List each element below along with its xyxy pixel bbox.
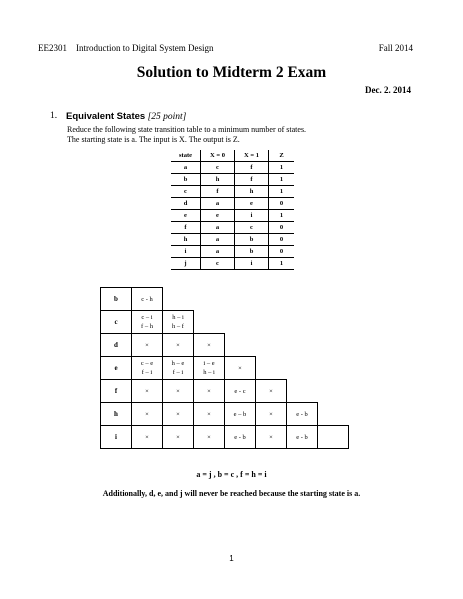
chart-cell-line: × (176, 387, 180, 395)
table-cell: h (171, 234, 201, 246)
chart-cell-line: e - c (234, 387, 246, 395)
course-title: Introduction to Digital System Design (76, 43, 214, 53)
chart-cell-line: h – f (172, 323, 184, 330)
chart-cell-line: × (176, 410, 180, 418)
table-row (171, 234, 294, 246)
table-row (171, 174, 294, 186)
chart-empty-space (225, 311, 256, 334)
chart-cell (194, 403, 225, 426)
chart-empty-space (287, 380, 318, 403)
table-cell: b (235, 234, 269, 246)
chart-cell-line: f – i (172, 369, 184, 376)
chart-cell-line: e - b (296, 410, 308, 418)
chart-cell (132, 357, 163, 380)
chart-empty-space (225, 288, 256, 311)
table-cell: i (235, 258, 269, 270)
table-header-row (171, 150, 294, 162)
chart-cell-line: e - b (234, 433, 246, 441)
chart-cell (132, 426, 163, 449)
page-number: 1 (229, 554, 234, 563)
table-cell: d (171, 198, 201, 210)
chart-cell (194, 426, 225, 449)
chart-empty-space (318, 380, 349, 403)
chart-empty-space (318, 403, 349, 426)
chart-row (101, 426, 349, 449)
chart-empty-space (318, 357, 349, 380)
chart-cell-line: × (269, 387, 273, 395)
question-body (67, 125, 306, 145)
semester: Fall 2014 (378, 43, 413, 53)
chart-cell (132, 380, 163, 403)
table-cell: f (235, 162, 269, 174)
chart-row (101, 288, 349, 311)
table-cell: 1 (269, 258, 295, 270)
table-cell: a (201, 234, 235, 246)
chart-cell-line: × (145, 433, 149, 441)
table-row (171, 210, 294, 222)
table-cell: 0 (269, 222, 295, 234)
chart-cell (194, 357, 225, 380)
chart-cell (132, 403, 163, 426)
chart-row (101, 357, 349, 380)
chart-cell (225, 403, 256, 426)
chart-row (101, 334, 349, 357)
chart-cell-line: c – e (140, 360, 154, 367)
chart-row-label: d (101, 334, 132, 357)
table-header-cell: X = 0 (201, 150, 235, 162)
chart-empty-space (287, 288, 318, 311)
table-cell: e (201, 210, 235, 222)
chart-cell-line: e – b (233, 410, 247, 418)
equivalence-result: a = j , b = c , f = h = i (196, 470, 267, 479)
chart-row-label: b (101, 288, 132, 311)
chart-cell-line: × (145, 341, 149, 349)
chart-cell (132, 334, 163, 357)
chart-cell-line: e - b (296, 433, 308, 441)
chart-cell-line: h – i (203, 369, 215, 376)
table-cell: c (171, 186, 201, 198)
chart-cell-line: i – e (203, 360, 215, 367)
chart-cell-line: × (269, 410, 273, 418)
question-number: 1. (50, 111, 58, 121)
table-row (171, 198, 294, 210)
chart-row (101, 311, 349, 334)
table-header-cell: state (171, 150, 201, 162)
chart-cell-line: c - h (141, 295, 153, 303)
chart-row-label: e (101, 357, 132, 380)
table-header-cell: Z (269, 150, 295, 162)
implication-chart (100, 287, 349, 449)
chart-cell-line: × (176, 341, 180, 349)
chart-row (101, 403, 349, 426)
table-row (171, 186, 294, 198)
chart-empty-space (256, 357, 287, 380)
chart-cell (225, 357, 256, 380)
table-cell: 1 (269, 174, 295, 186)
chart-cell (132, 311, 163, 334)
chart-empty-space (194, 288, 225, 311)
table-cell: i (171, 246, 201, 258)
chart-empty-space (287, 334, 318, 357)
chart-cell-line: c – i (141, 314, 153, 321)
exam-date: Dec. 2. 2014 (365, 85, 411, 95)
table-cell: f (201, 186, 235, 198)
page-title: Solution to Midterm 2 Exam (136, 64, 327, 81)
chart-row-label: i (101, 426, 132, 449)
chart-row-label: f (101, 380, 132, 403)
chart-cell (163, 426, 194, 449)
chart-cell (194, 380, 225, 403)
question-line-1: Reduce the following state transition table to a minimum number of states. (67, 125, 307, 134)
table-cell: j (171, 258, 201, 270)
table-cell: b (235, 246, 269, 258)
chart-cell (225, 426, 256, 449)
chart-empty-space (318, 311, 349, 334)
chart-cell (163, 380, 194, 403)
chart-cell-line: f – i (141, 369, 153, 376)
chart-cell (132, 288, 163, 311)
chart-row-label: h (101, 403, 132, 426)
table-cell: 1 (269, 210, 295, 222)
chart-cell (318, 426, 349, 449)
chart-cell-line: × (207, 433, 211, 441)
chart-cell-line: × (207, 387, 211, 395)
chart-cell (256, 403, 287, 426)
chart-empty-space (256, 334, 287, 357)
table-cell: a (201, 198, 235, 210)
chart-empty-space (163, 288, 194, 311)
table-cell: f (171, 222, 201, 234)
chart-cell-line: × (207, 341, 211, 349)
table-cell: h (235, 186, 269, 198)
chart-empty-space (287, 311, 318, 334)
chart-empty-space (256, 288, 287, 311)
chart-cell (256, 426, 287, 449)
table-row (171, 222, 294, 234)
table-cell: i (235, 210, 269, 222)
table-row (171, 162, 294, 174)
chart-empty-space (287, 357, 318, 380)
table-cell: c (235, 222, 269, 234)
table-row (171, 258, 294, 270)
table-header-cell: X = 1 (235, 150, 269, 162)
chart-cell-line: × (269, 433, 273, 441)
table-cell: a (171, 162, 201, 174)
question-title: Equivalent States (66, 111, 146, 122)
chart-row-label: c (101, 311, 132, 334)
chart-cell-line: × (207, 410, 211, 418)
table-cell: 1 (269, 186, 295, 198)
chart-cell (194, 334, 225, 357)
table-cell: a (201, 246, 235, 258)
chart-cell (287, 426, 318, 449)
table-cell: e (235, 198, 269, 210)
chart-cell-line: × (145, 410, 149, 418)
table-row (171, 246, 294, 258)
table-cell: a (201, 222, 235, 234)
chart-cell (163, 357, 194, 380)
chart-cell (256, 380, 287, 403)
chart-empty-space (194, 311, 225, 334)
table-cell: e (171, 210, 201, 222)
chart-cell (225, 380, 256, 403)
table-cell: c (201, 162, 235, 174)
chart-empty-space (256, 311, 287, 334)
state-transition-table (171, 150, 294, 270)
course-header (38, 43, 214, 53)
chart-cell (163, 403, 194, 426)
chart-cell (163, 311, 194, 334)
chart-cell-line: h – e (171, 360, 185, 367)
table-cell: b (171, 174, 201, 186)
table-cell: c (201, 258, 235, 270)
reachability-note: Additionally, d, e, and j will never be reached because the starting state is a. (102, 489, 361, 498)
chart-cell-line: × (176, 433, 180, 441)
chart-cell (163, 334, 194, 357)
table-cell: 0 (269, 246, 295, 258)
question-line-2: The starting state is a. The input is X. The output is Z. (67, 135, 240, 144)
chart-empty-space (318, 288, 349, 311)
question-points: [25 point] (147, 112, 187, 122)
table-cell: 0 (269, 198, 295, 210)
chart-cell-line: f – h (141, 323, 153, 330)
table-cell: 0 (269, 234, 295, 246)
table-cell: 1 (269, 162, 295, 174)
chart-empty-space (318, 334, 349, 357)
chart-cell-line: h – i (172, 314, 184, 321)
chart-empty-space (225, 334, 256, 357)
question-heading (66, 111, 186, 122)
course-code: EE2301 (38, 43, 67, 53)
chart-cell (287, 403, 318, 426)
chart-row (101, 380, 349, 403)
table-cell: h (201, 174, 235, 186)
chart-cell-line: × (238, 364, 242, 372)
chart-cell-line: × (145, 387, 149, 395)
table-cell: f (235, 174, 269, 186)
